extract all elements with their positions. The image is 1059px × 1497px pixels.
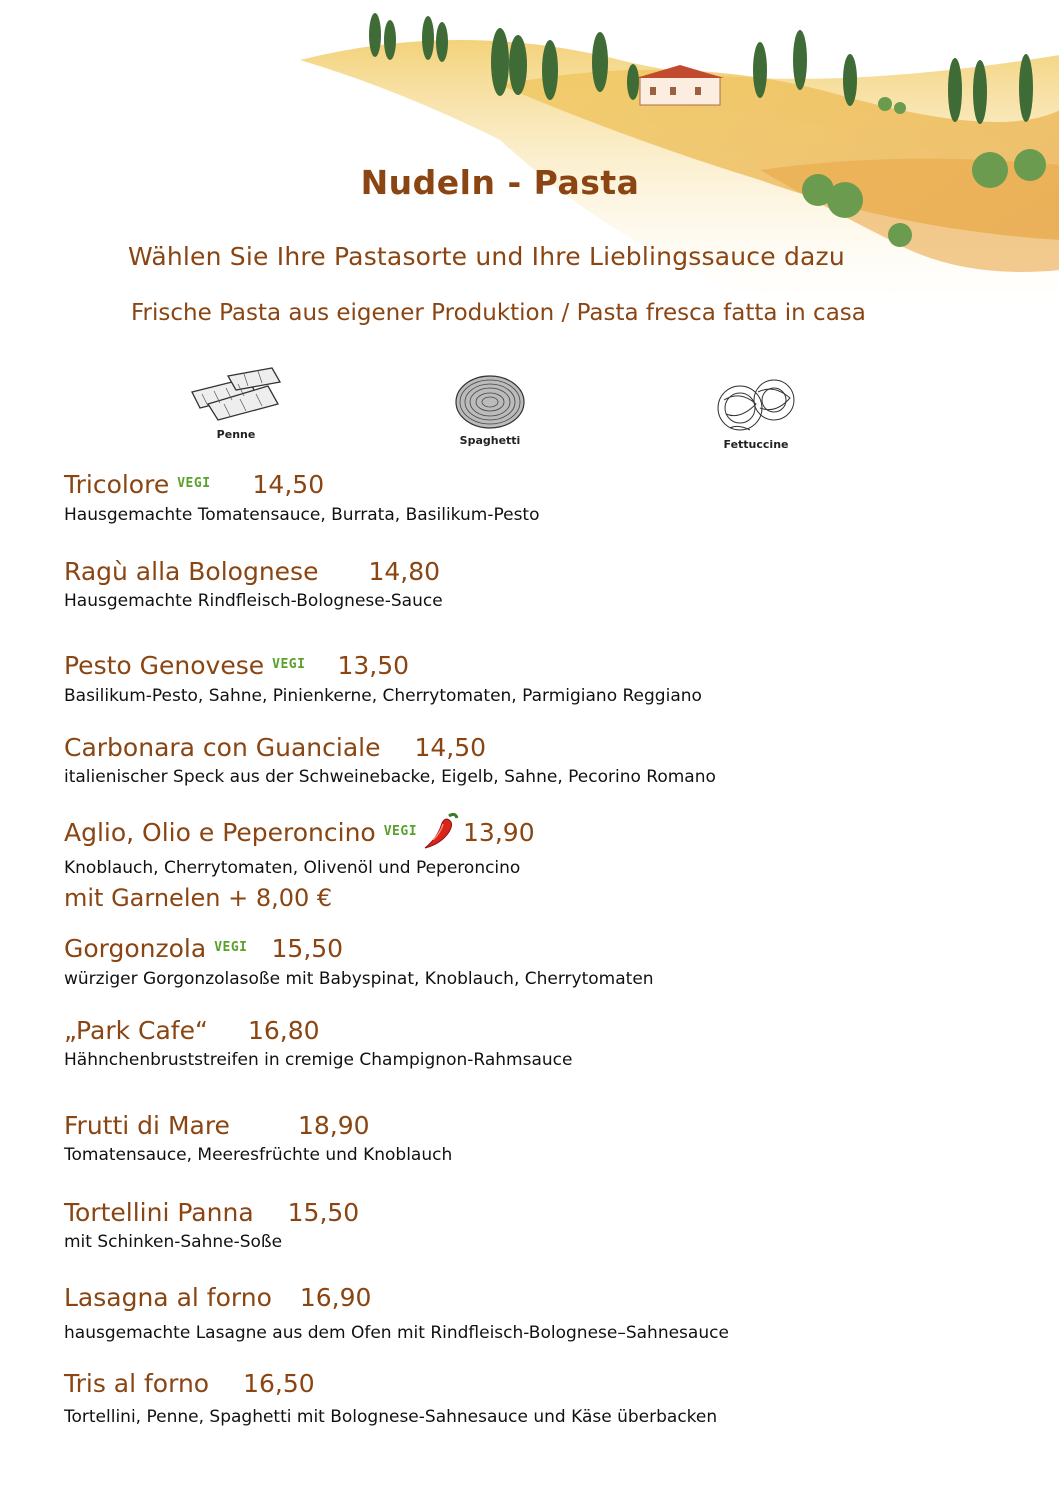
dish-carbonara: [64, 733, 716, 787]
dish-pesto-genovese: [64, 651, 702, 706]
pasta-type-fettuccine: [706, 370, 806, 451]
pasta-type-label: Fettuccine: [723, 438, 789, 451]
dish-name: „Park Cafe“: [64, 1016, 208, 1045]
dish-name: Aglio, Olio e Peperoncino: [64, 818, 376, 847]
dish-aglio-olio-peperoncino: [64, 814, 535, 912]
dish-tris-al-forno: [64, 1369, 717, 1427]
dish-name: Ragù alla Bolognese: [64, 557, 319, 586]
vegi-badge: VEGI: [214, 940, 248, 955]
dish-park-cafe: [64, 1016, 572, 1070]
dish-name: Lasagna al forno: [64, 1283, 272, 1312]
dish-price: 16,90: [299, 1283, 372, 1312]
dish-lasagna-al-forno: [64, 1283, 729, 1343]
spaghetti-icon: [450, 368, 530, 432]
vegi-badge: VEGI: [177, 476, 211, 491]
dish-price: 14,50: [414, 733, 487, 762]
chili-pepper-icon: [419, 810, 459, 850]
dish-description: mit Schinken-Sahne-Soße: [64, 1232, 283, 1252]
dish-price: 16,50: [243, 1369, 315, 1398]
dish-price: 14,50: [252, 470, 325, 499]
dish-description: Knoblauch, Cherrytomaten, Olivenöl und Peperoncino: [64, 858, 521, 878]
dish-price: 15,50: [271, 934, 344, 963]
dish-description: Hausgemachte Tomatensauce, Burrata, Basilikum-Pesto: [64, 505, 540, 525]
dish-name: Tortellini Panna: [64, 1198, 254, 1227]
dish-name: Carbonara con Guanciale: [64, 733, 381, 762]
dish-description: Tortellini, Penne, Spaghetti mit Bolognese-Sahnesauce und Käse überbacken: [64, 1407, 718, 1427]
dish-name: Gorgonzola: [64, 934, 207, 963]
vegi-badge: VEGI: [383, 824, 418, 839]
penne-icon: [188, 364, 284, 426]
pasta-type-penne: [186, 364, 286, 441]
dish-name: Frutti di Mare: [64, 1111, 230, 1140]
dish-price: 14,80: [368, 557, 441, 586]
pasta-type-label: Spaghetti: [459, 434, 521, 447]
dish-name: Tricolore: [64, 470, 170, 499]
dish-name: Pesto Genovese: [64, 651, 265, 680]
pasta-type-label: Penne: [216, 428, 256, 441]
dish-description: würziger Gorgonzolasoße mit Babyspinat, Knoblauch, Cherrytomaten: [64, 969, 654, 989]
fresh-pasta-note: Frische Pasta aus eigener Produktion / Pasta fresca fatta in casa: [131, 300, 866, 326]
dish-price: 13,50: [337, 651, 410, 680]
dish-frutti-di-mare: [64, 1111, 452, 1165]
pasta-type-spaghetti: [440, 368, 540, 447]
dish-price: 16,80: [247, 1016, 320, 1045]
dish-tortellini-panna: [64, 1198, 359, 1252]
dish-name: Tris al forno: [64, 1369, 210, 1398]
dish-description: Tomatensauce, Meeresfrüchte und Knoblauch: [64, 1145, 453, 1165]
page-subtitle: Wählen Sie Ihre Pastasorte und Ihre Lieblingssauce dazu: [128, 242, 845, 271]
dish-price: 13,90: [463, 818, 535, 847]
dish-gorgonzola: [64, 934, 654, 989]
fettuccine-icon: [710, 370, 802, 436]
dish-ragu-alla-bolognese: [64, 557, 443, 611]
dish-price: 15,50: [287, 1198, 360, 1227]
dish-description: Hähnchenbruststreifen in cremige Champignon-Rahmsauce: [64, 1050, 573, 1070]
dish-description: Basilikum-Pesto, Sahne, Pinienkerne, Cherrytomaten, Parmigiano Reggiano: [64, 686, 702, 706]
dish-extra-option: mit Garnelen + 8,00 €: [64, 884, 333, 912]
dish-description: hausgemachte Lasagne aus dem Ofen mit Rindfleisch-Bolognese–Sahnesauce: [64, 1323, 729, 1343]
vegi-badge: VEGI: [272, 657, 306, 672]
page-title: Nudeln - Pasta: [360, 163, 640, 202]
dish-tricolore: [64, 470, 540, 525]
dish-price: 18,90: [297, 1111, 370, 1140]
dish-description: Hausgemachte Rindfleisch-Bolognese-Sauce: [64, 591, 443, 611]
dish-description: italienischer Speck aus der Schweinebacke, Eigelb, Sahne, Pecorino Romano: [64, 767, 716, 787]
